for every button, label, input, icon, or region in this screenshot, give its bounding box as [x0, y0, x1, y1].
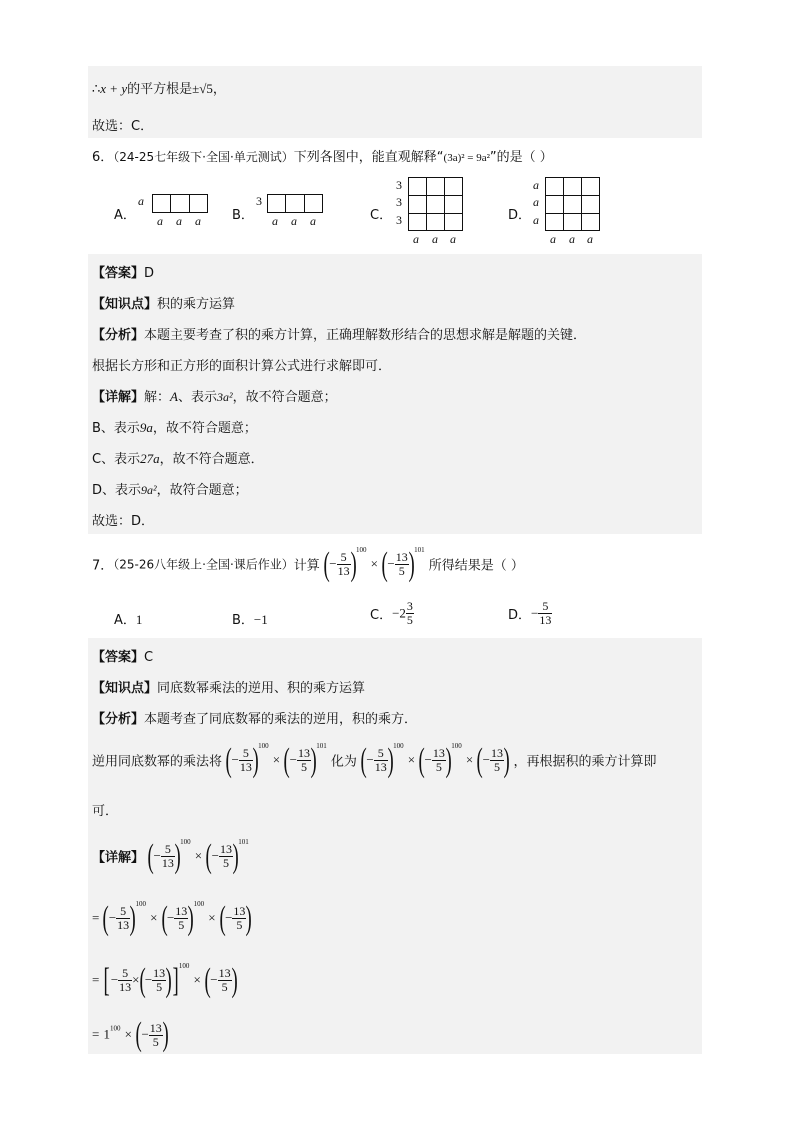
q6-detail-b: B、表示9a，故不符合题意；	[92, 420, 257, 436]
q7-analysis-2-end: 可．	[92, 804, 119, 819]
q6-stem: 6．（24-25七年级下·全国·单元测试）下列各图中，能直观解释“(3a)² = 9a²”的是（ ）	[92, 150, 553, 165]
q7-answer: 【答案】C	[92, 650, 154, 665]
q6-analysis: 【分析】本题主要考查了积的乘方计算，正确理解数形结合的思想求解是解题的关键．	[92, 328, 587, 343]
q6-b-rect	[267, 194, 323, 213]
q7-analysis: 【分析】本题考查了同底数幂的乘法的逆用，积的乘方．	[92, 712, 418, 727]
q6-choose: 故选：D．	[92, 514, 155, 529]
q6-detail-d: D、表示9a²，故符合题意；	[92, 483, 248, 498]
q7-option-b[interactable]: B．−1	[232, 612, 268, 628]
q6-d-square	[545, 177, 600, 231]
q7-detail-line-2: = (− $\frac{5}{13}$ )$^{100}$ × (− $\frac{13}{5}$ )$^{100}$ × (− $\frac{13}{5}$ )	[92, 899, 253, 937]
q6-analysis-2: 根据长方形和正方形的面积计算公式进行求解即可．	[92, 359, 392, 374]
q7-analysis-2: 逆用同底数幂的乘法将 (− $\frac{5}{13}$ )$^{100}$ × (− $\frac{13}{5}$ )$^{101}$ 化为 (− $\frac{5}{13}$ )$^{100}$ × (− $\frac{13}{5}$ )$^{100}$ × (− $\frac{13}{5}$ ) ，再根据积的乘方计算即	[92, 741, 657, 779]
q7-detail-line-1: 【详解】 (− $\frac{5}{13}$ )$^{100}$ × (− $\frac{13}{5}$ )$^{101}$	[92, 837, 249, 875]
q7-knowledge: 【知识点】同底数幂乘法的逆用、积的乘方运算	[92, 681, 366, 696]
q6-detail-a: 【详解】解：A、表示3a²，故不符合题意；	[92, 389, 337, 405]
q6-c-square	[408, 177, 463, 231]
q6-a-rect	[152, 194, 208, 213]
prev-solution-block	[88, 66, 702, 138]
prev-conclusion: ∴x + y的平方根是±√5，	[92, 81, 226, 97]
q6-source: （24-25七年级下·全国·单元测试）	[113, 150, 294, 164]
prev-choose: 故选：C．	[92, 119, 154, 134]
q7-detail-line-3: = [− $\frac{5}{13}$ ×(− $\frac{13}{5}$ )]$^{100}$ × (− $\frac{13}{5}$ )	[92, 961, 238, 999]
q7-option-a[interactable]: A．1	[114, 612, 143, 628]
q7-option-d[interactable]: D．− $\frac{5}{13}$	[508, 599, 552, 627]
q6-detail-c: C、表示27a，故不符合题意．	[92, 451, 264, 467]
q7-detail-line-4: = $1^{100}$ × (− $\frac{13}{5}$ )	[92, 1016, 169, 1053]
q7-option-c[interactable]: C．−2 $\frac{3}{5}$	[370, 599, 413, 627]
q7-stem: 7．（25-26八年级上·全国·课后作业）计算 (− $\frac{5}{13}$ )$^{100}$ × (− $\frac{13}{5}$ )$^{101}$ 所得结果是（ ）	[92, 545, 524, 583]
q6-knowledge: 【知识点】积的乘方运算	[92, 297, 236, 312]
q6-answer: 【答案】D	[92, 266, 155, 281]
q7-expression: (− $\frac{5}{13}$ )$^{100}$ × (− $\frac{13}{5}$ )$^{101}$	[323, 545, 425, 583]
